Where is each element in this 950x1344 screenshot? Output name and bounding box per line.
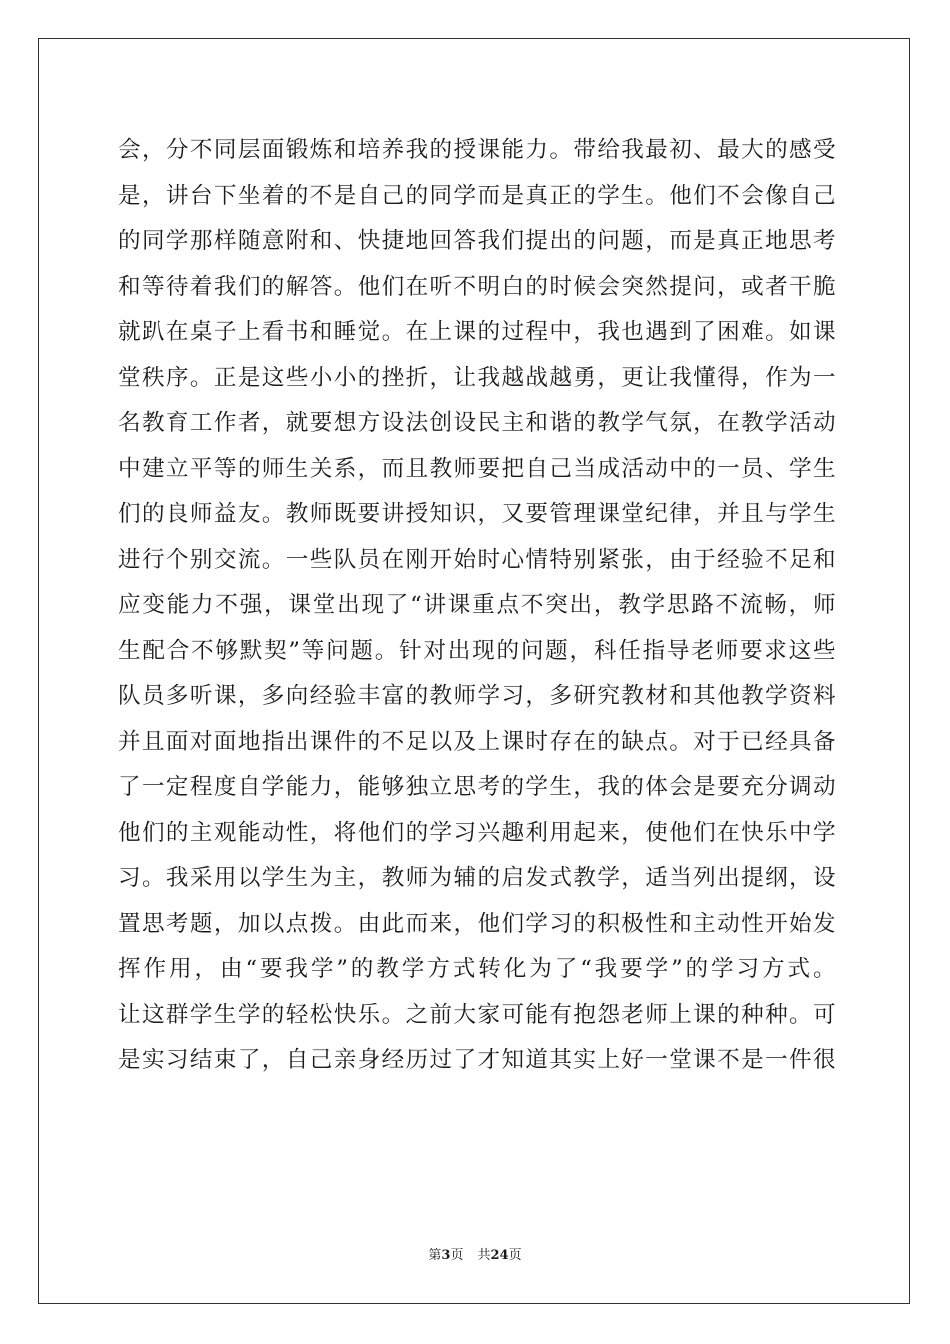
text-line: 习。我采用以学生为主，教师为辅的启发式教学，适当列出提纲，设 <box>118 865 836 891</box>
text-line: 堂秩序。正是这些小小的挫折，让我越战越勇，更让我懂得，作为一 <box>118 364 836 391</box>
text-line: 是，讲台下坐着的不是自己的同学而是真正的学生。他们不会像自己 <box>118 182 836 209</box>
text-line: 挥作用，由“要我学”的教学方式转化为了“我要学”的学习方式。 <box>118 956 836 982</box>
text-line: 了一定程度自学能力，能够独立思考的学生，我的体会是要充分调动 <box>118 774 836 800</box>
text-line: 名教育工作者，就要想方设法创设民主和谐的教学气氛，在教学活动 <box>118 410 836 436</box>
text-line: 应变能力不强，课堂出现了“讲课重点不突出，教学思路不流畅，师 <box>118 592 836 618</box>
page-suffix: 页 <box>450 1248 464 1263</box>
text-line: 进行个别交流。一些队员在刚开始时心情特别紧张，由于经验不足和 <box>118 546 836 573</box>
text-line: 会，分不同层面锻炼和培养我的授课能力。带给我最初、最大的感受 <box>118 137 836 163</box>
text-line: 置思考题，加以点拨。由此而来，他们学习的积极性和主动性开始发 <box>118 910 836 937</box>
body-paragraph <box>118 128 836 1084</box>
text-line: 让这群学生学的轻松快乐。之前大家可能有抱怨老师上课的种种。可 <box>118 1001 836 1028</box>
text-line: 他们的主观能动性，将他们的学习兴趣利用起来，使他们在快乐中学 <box>118 819 836 846</box>
page-prefix: 第 <box>428 1248 442 1263</box>
text-line: 是实习结束了，自己亲身经历过了才知道其实上好一堂课不是一件很 <box>118 1047 836 1073</box>
text-line: 们的良师益友。教师既要讲授知识，又要管理课堂纪律，并且与学生 <box>118 501 836 527</box>
total-suffix: 页 <box>508 1248 522 1263</box>
page-footer <box>0 1244 950 1263</box>
text-line: 生配合不够默契”等问题。针对出现的问题，科任指导老师要求这些 <box>118 637 836 664</box>
text-line: 中建立平等的师生关系，而且教师要把自己当成活动中的一员、学生 <box>118 455 836 482</box>
total-prefix: 共 <box>477 1248 491 1263</box>
text-line: 和等待着我们的解答。他们在听不明白的时候会突然提问，或者干脆 <box>118 273 836 300</box>
text-line: 就趴在桌子上看书和睡觉。在上课的过程中，我也遇到了困难。如课 <box>118 319 836 345</box>
total-pages: 24 <box>490 1248 509 1263</box>
text-line: 并且面对面地指出课件的不足以及上课时存在的缺点。对于已经具备 <box>118 728 836 755</box>
text-line: 队员多听课，多向经验丰富的教师学习，多研究教材和其他教学资料 <box>118 683 836 709</box>
page-number: 3 <box>441 1248 451 1263</box>
text-line: 的同学那样随意附和、快捷地回答我们提出的问题，而是真正地思考 <box>118 228 836 254</box>
